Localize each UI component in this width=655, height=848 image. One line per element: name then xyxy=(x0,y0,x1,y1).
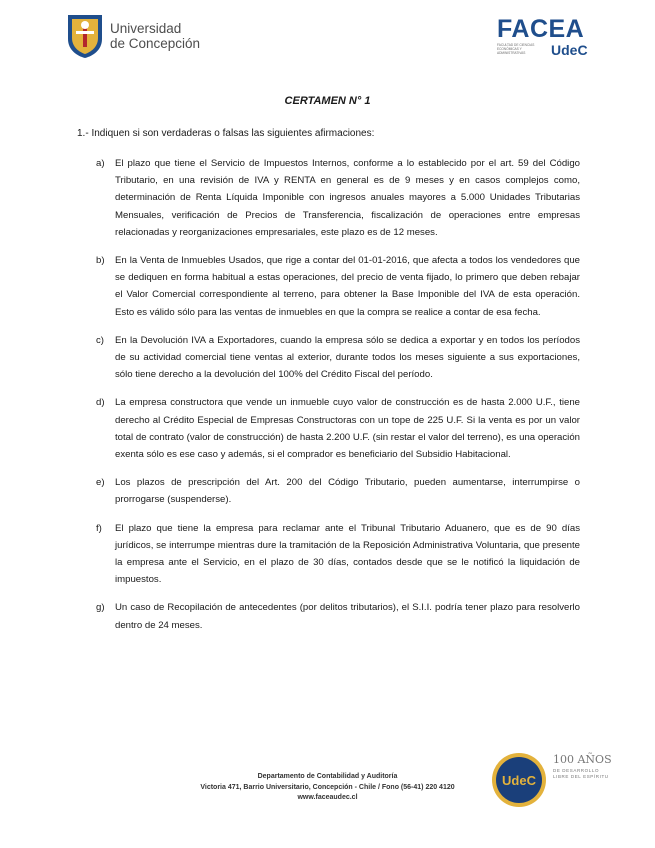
item-marker: f) xyxy=(96,522,102,534)
item-marker: b) xyxy=(96,255,105,267)
item-text: En la Devolución IVA a Exportadores, cuando la empresa sólo se dedica a exportar y en todos los períodos de su actividad comercial tiene ventas al exterior, durante todos los meses siguiente a sus exportaciones, sólo tiene derecho a la devolución del 100% del Crédito Fiscal del período. xyxy=(115,334,580,381)
item-text: El plazo que tiene la empresa para reclamar ante el Tribunal Tributario Aduanero, que es de 90 días jurídicos, se interrumpe mientras dure la tramitación de la Reposición Administrativa Voluntaria, que presente la empresa ante el Servicio, en el plazo de 30 días, contados desde que se le notificó la liquidación de impuestos. xyxy=(115,522,580,586)
list-item xyxy=(96,394,580,463)
facea-wordmark: FACEA xyxy=(497,15,585,43)
footer-website-link[interactable]: www.faceaudec.cl xyxy=(297,794,358,801)
statement-list xyxy=(96,155,580,645)
list-item xyxy=(96,599,580,633)
item-marker: d) xyxy=(96,397,105,409)
question-prompt: 1.- Indiquen si son verdaderas o falsas las siguientes afirmaciones: xyxy=(77,128,375,139)
item-marker: e) xyxy=(96,477,105,489)
list-item xyxy=(96,474,580,508)
item-text: Los plazos de prescripción del Art. 200 del Código Tributario, pueden aumentarse, interrumpirse o prorrogarse (suspenderse). xyxy=(115,477,580,506)
footer-department: Departamento de Contabilidad y Auditoría xyxy=(257,773,398,780)
facea-udec-text: UdeC xyxy=(551,42,588,58)
udec-shield-icon xyxy=(66,13,104,59)
facea-faculty-text: FACULTAD DE CIENCIAS ECONÓMICAS Y ADMINISTRATIVAS xyxy=(497,43,535,55)
item-text: En la Venta de Inmuebles Usados, que rige a contar del 01-01-2016, que afecta a todos los vendedores que se dediquen en forma habitual a estas operaciones, del precio de venta fijado, lo primero que deben rebajar el Valor Comercial correspondiente al terreno, para obtener la Base Imponible del IVA de esta operación. Esto es válido sólo para las ventas de inmuebles en que la compra se realice a contar de esa fecha. xyxy=(115,255,580,318)
item-text: Un caso de Recopilación de antecedentes (por delitos tributarios), el S.I.I. podría tener plazo para resolverlo dentro de 24 meses. xyxy=(115,602,580,631)
list-item xyxy=(96,252,580,321)
item-marker: c) xyxy=(96,334,104,346)
footer-address-line: Victoria 471, Barrio Universitario, Concepción - Chile / Fono (56-41) 220 4120 xyxy=(200,783,455,791)
list-item xyxy=(96,332,580,384)
seal-text: UdeC xyxy=(502,773,536,788)
item-text: El plazo que tiene el Servicio de Impuestos Internos, conforme a lo establecido por el art. 59 del Código Tributario, en una revisión de IVA y RENTA en general es de 9 meses y en casos complejos como, determinación de Renta Líquida Imponible con ingresos anuales mayores a 5.000 Unidades Tributarias Mensuales, verificación de Precios de Transferencia, fiscalización de operaciones entre empresas relacionadas y reorganizaciones empresariales, este plazo es de 12 meses. xyxy=(115,158,580,238)
facea-logo xyxy=(497,16,597,57)
item-marker: a) xyxy=(96,158,105,169)
anniversary-title: 100 AÑOS xyxy=(553,753,612,766)
item-marker: g) xyxy=(96,602,105,614)
udec-seal-icon xyxy=(491,752,547,808)
anniversary-badge xyxy=(553,753,613,780)
university-line2: de Concepción xyxy=(110,36,201,51)
page-title: CERTAMEN N° 1 xyxy=(284,95,371,107)
anniversary-motto: DE DESARROLLO LIBRE DEL ESPÍRITU xyxy=(553,768,609,779)
list-item xyxy=(96,520,580,589)
university-line1: Universidad xyxy=(110,21,182,36)
udec-logo xyxy=(66,13,200,59)
item-text: La empresa constructora que vende un inmueble cuyo valor de construcción es de hasta 2.000 U.F., tiene derecho al Crédito Especial de Empresas Constructoras con un tope de 225 U.F. Si la venta es por un valor total de contrato (valor de construcción) de hasta 2.200 U.F. (sin restar el valor del terreno), es una operación exenta sólo es ese caso y además, si el comprador es beneficiario del Subsidio Habitacional. xyxy=(115,397,580,461)
list-item xyxy=(96,155,580,241)
